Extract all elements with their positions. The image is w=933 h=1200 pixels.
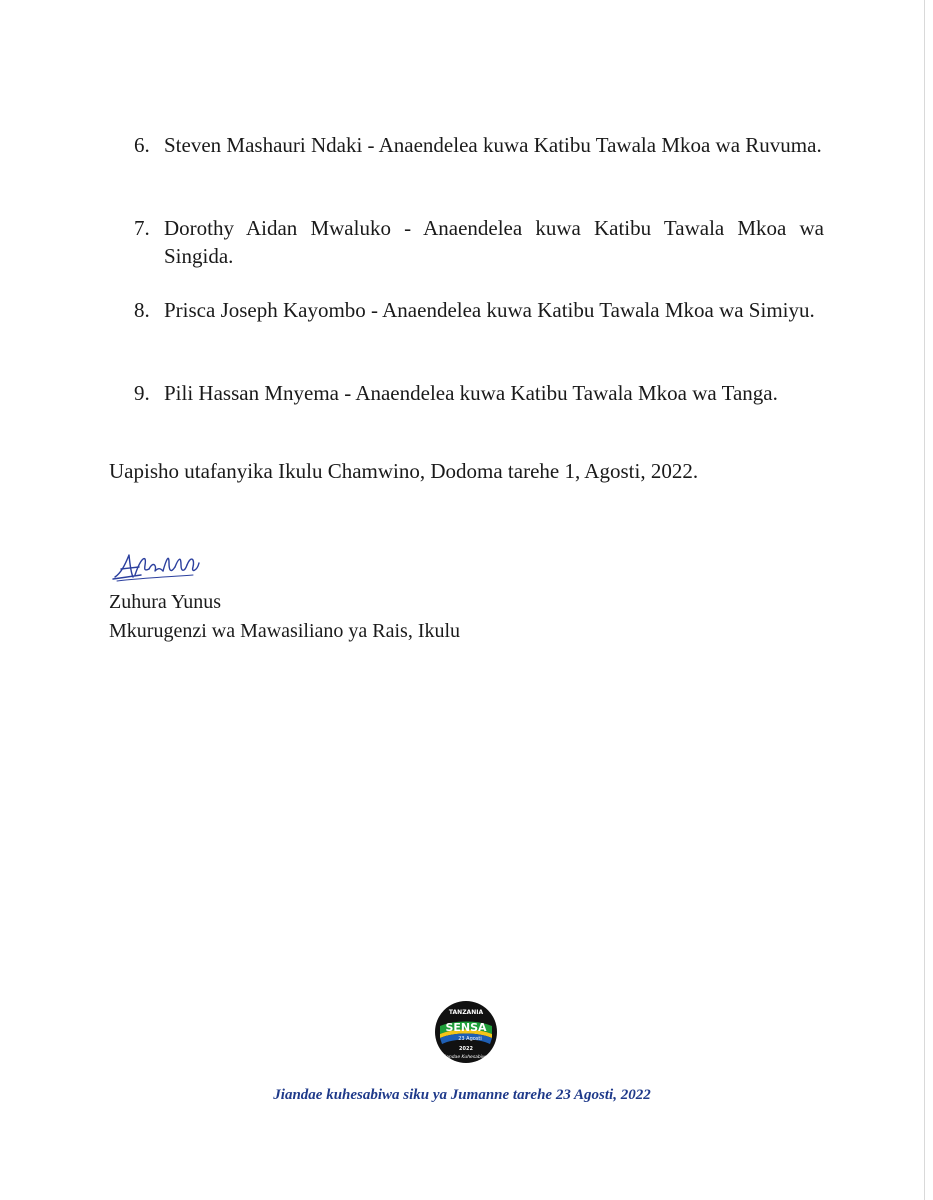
logo-tagline: Jiandae Kuhesabiwa <box>443 1055 489 1060</box>
item-number: 7. <box>134 216 150 240</box>
logo-country: TANZANIA <box>448 1009 484 1016</box>
list-item <box>134 214 824 270</box>
census-footer-slogan: Jiandae kuhesabiwa siku ya Jumanne tarehe 23 Agosti, 2022 <box>273 1087 651 1103</box>
list-item <box>134 131 824 159</box>
item-number: 6. <box>134 133 150 157</box>
signature-icon <box>111 547 201 587</box>
item-text: Steven Mashauri Ndaki - Anaendelea kuwa Katibu Tawala Mkoa wa Ruvuma. <box>164 133 822 157</box>
sensa-census-logo-icon <box>434 1000 498 1064</box>
item-number: 8. <box>134 298 150 322</box>
item-text: Dorothy Aidan Mwaluko - Anaendelea kuwa Katibu Tawala Mkoa wa Singida. <box>164 216 824 268</box>
list-item <box>134 296 824 324</box>
item-text: Pili Hassan Mnyema - Anaendelea kuwa Katibu Tawala Mkoa wa Tanga. <box>164 381 778 405</box>
item-number: 9. <box>134 381 150 405</box>
page-edge <box>924 0 925 1200</box>
item-text: Prisca Joseph Kayombo - Anaendelea kuwa Katibu Tawala Mkoa wa Simiyu. <box>164 298 815 322</box>
signer-name: Zuhura Yunus <box>109 591 222 613</box>
logo-year: 2022 <box>459 1046 473 1052</box>
list-item <box>134 379 824 407</box>
swearing-in-notice: Uapisho utafanyika Ikulu Chamwino, Dodoma tarehe 1, Agosti, 2022. <box>109 459 699 483</box>
logo-word: SENSA <box>445 1021 487 1034</box>
signer-title: Mkurugenzi wa Mawasiliano ya Rais, Ikulu <box>109 620 461 642</box>
logo-date: 23 Agosti <box>458 1036 482 1042</box>
